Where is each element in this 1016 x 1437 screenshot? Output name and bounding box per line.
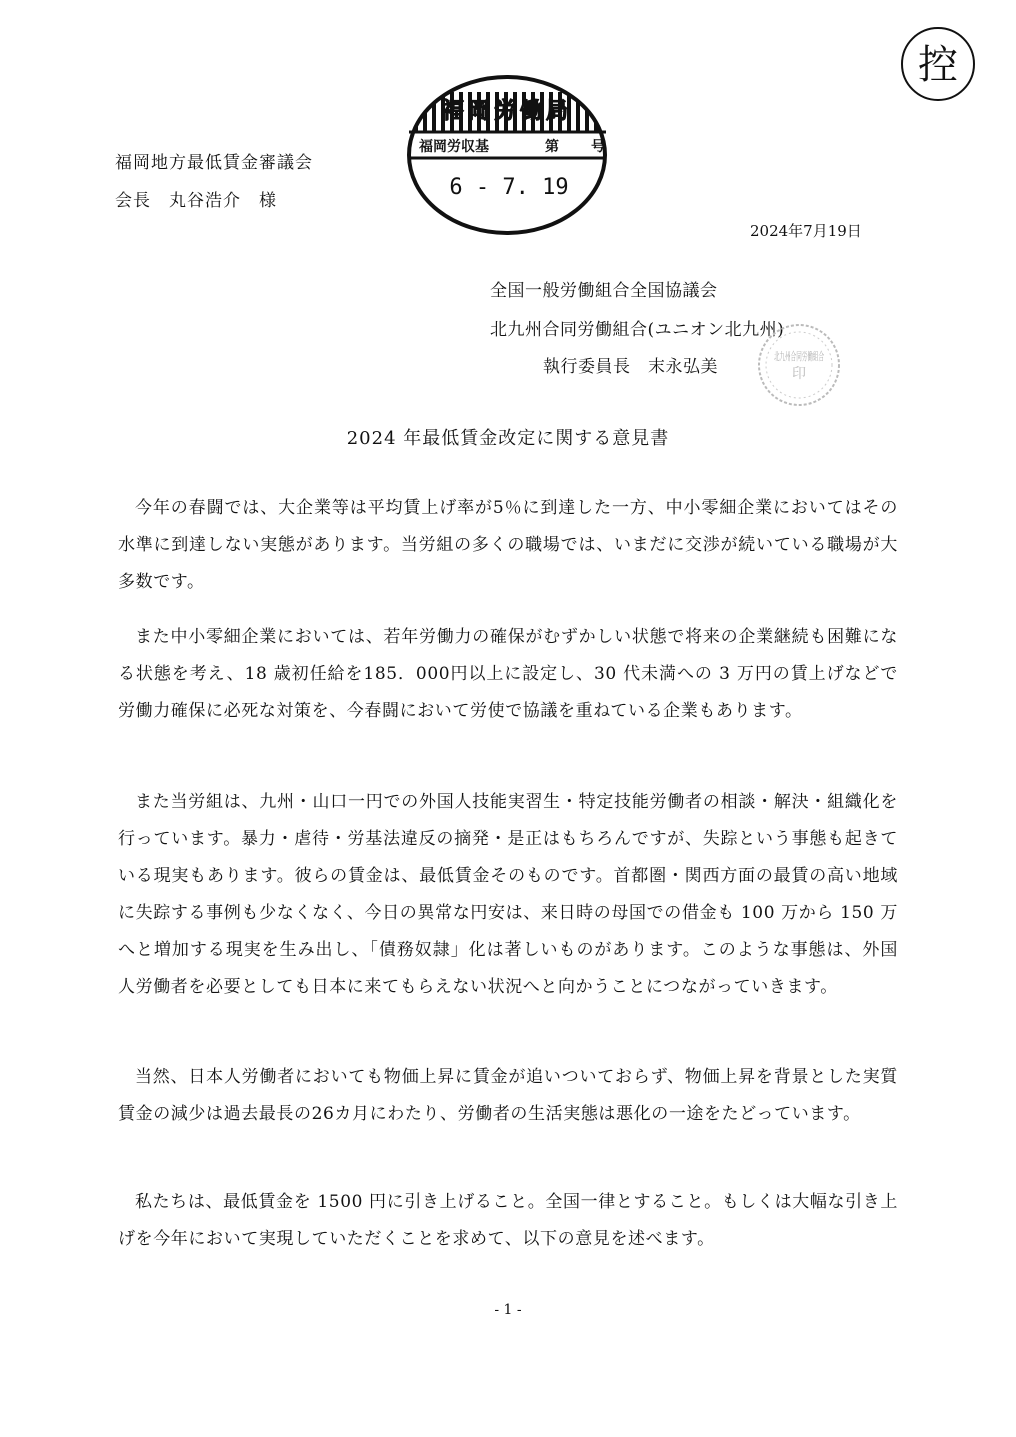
body-paragraph-5: 私たちは、最低賃金を 1500 円に引き上げること。全国一律とすること。もしくは大幅な引き上げを今年において実現していただくことを求めて、以下の意見を述べます。 — [118, 1192, 898, 1249]
control-mark-glyph: 控 — [918, 42, 958, 88]
control-mark-stamp — [898, 24, 978, 104]
union-seal-text: 北九州合同労働組合 — [774, 350, 873, 363]
stamp-dai: 第 — [545, 139, 559, 155]
stamp-date: 6 - 7. 19 — [449, 175, 569, 200]
union-seal — [754, 320, 873, 410]
sender-org-1: 全国一般労働組合全国協議会 — [490, 281, 718, 301]
document-date: 2024年7月19日 — [750, 222, 862, 240]
stamp-office-name: 福岡労働局 — [441, 99, 573, 124]
body-paragraph-2: また中小零細企業においては、若年労働力の確保がむずかしい状態で将来の企業継続も困難になる状態を考え、18 歳初任給を185．000円以上に設定し、30 代未満への 3 万円の賃上げなどで労働力確保に必死な対策を、今春闘において労使で協議を重ねている企業もあります。 — [118, 627, 898, 721]
addressee-organization: 福岡地方最低賃金審議会 — [115, 153, 313, 173]
stamp-gou: 号 — [591, 139, 605, 155]
page-number: - 1 - — [494, 1302, 522, 1318]
stamp-file-prefix: 福岡労収基 — [419, 139, 489, 155]
addressee-name: 会長 丸谷浩介 様 — [115, 191, 277, 211]
document-title: 2024 年最低賃金改定に関する意見書 — [346, 428, 670, 449]
sender-org-2: 北九州合同労働組合(ユニオン北九州) — [490, 320, 785, 340]
receipt-stamp — [405, 70, 610, 240]
sender-representative: 執行委員長 末永弘美 — [543, 357, 718, 377]
body-paragraph-4: 当然、日本人労働者においても物価上昇に賃金が追いついておらず、物価上昇を背景とした実質賃金の減少は過去最長の26カ月にわたり、労働者の生活実態は悪化の一途をたどっています。 — [118, 1067, 898, 1124]
svg-text:印: 印 — [792, 366, 806, 382]
body-paragraph-3: また当労組は、九州・山口一円での外国人技能実習生・特定技能労働者の相談・解決・組織化を行っています。暴力・虐待・労基法違反の摘発・是正はもちろんですが、失踪という事態も起きている現実もあります。彼らの賃金は、最低賃金そのものです。首都圏・関西方面の最賃の高い地域に失踪する事例も少なくなく、今日の異常な円安は、来日時の母国での借金も 100 万から 150 万へと増加する現実を生み出し、「債務奴隷」化は著しいものがあります。このような事態は、外国人労働者を必要としても日本に来てもらえない状況へと向かうことにつながっていきます。 — [118, 792, 898, 997]
body-paragraph-1: 今年の春闘では、大企業等は平均賃上げ率が5％に到達した一方、中小零細企業においてはその水準に到達しない実態があります。当労組の多くの職場では、いまだに交渉が続いている職場が大多数です。 — [118, 498, 898, 592]
